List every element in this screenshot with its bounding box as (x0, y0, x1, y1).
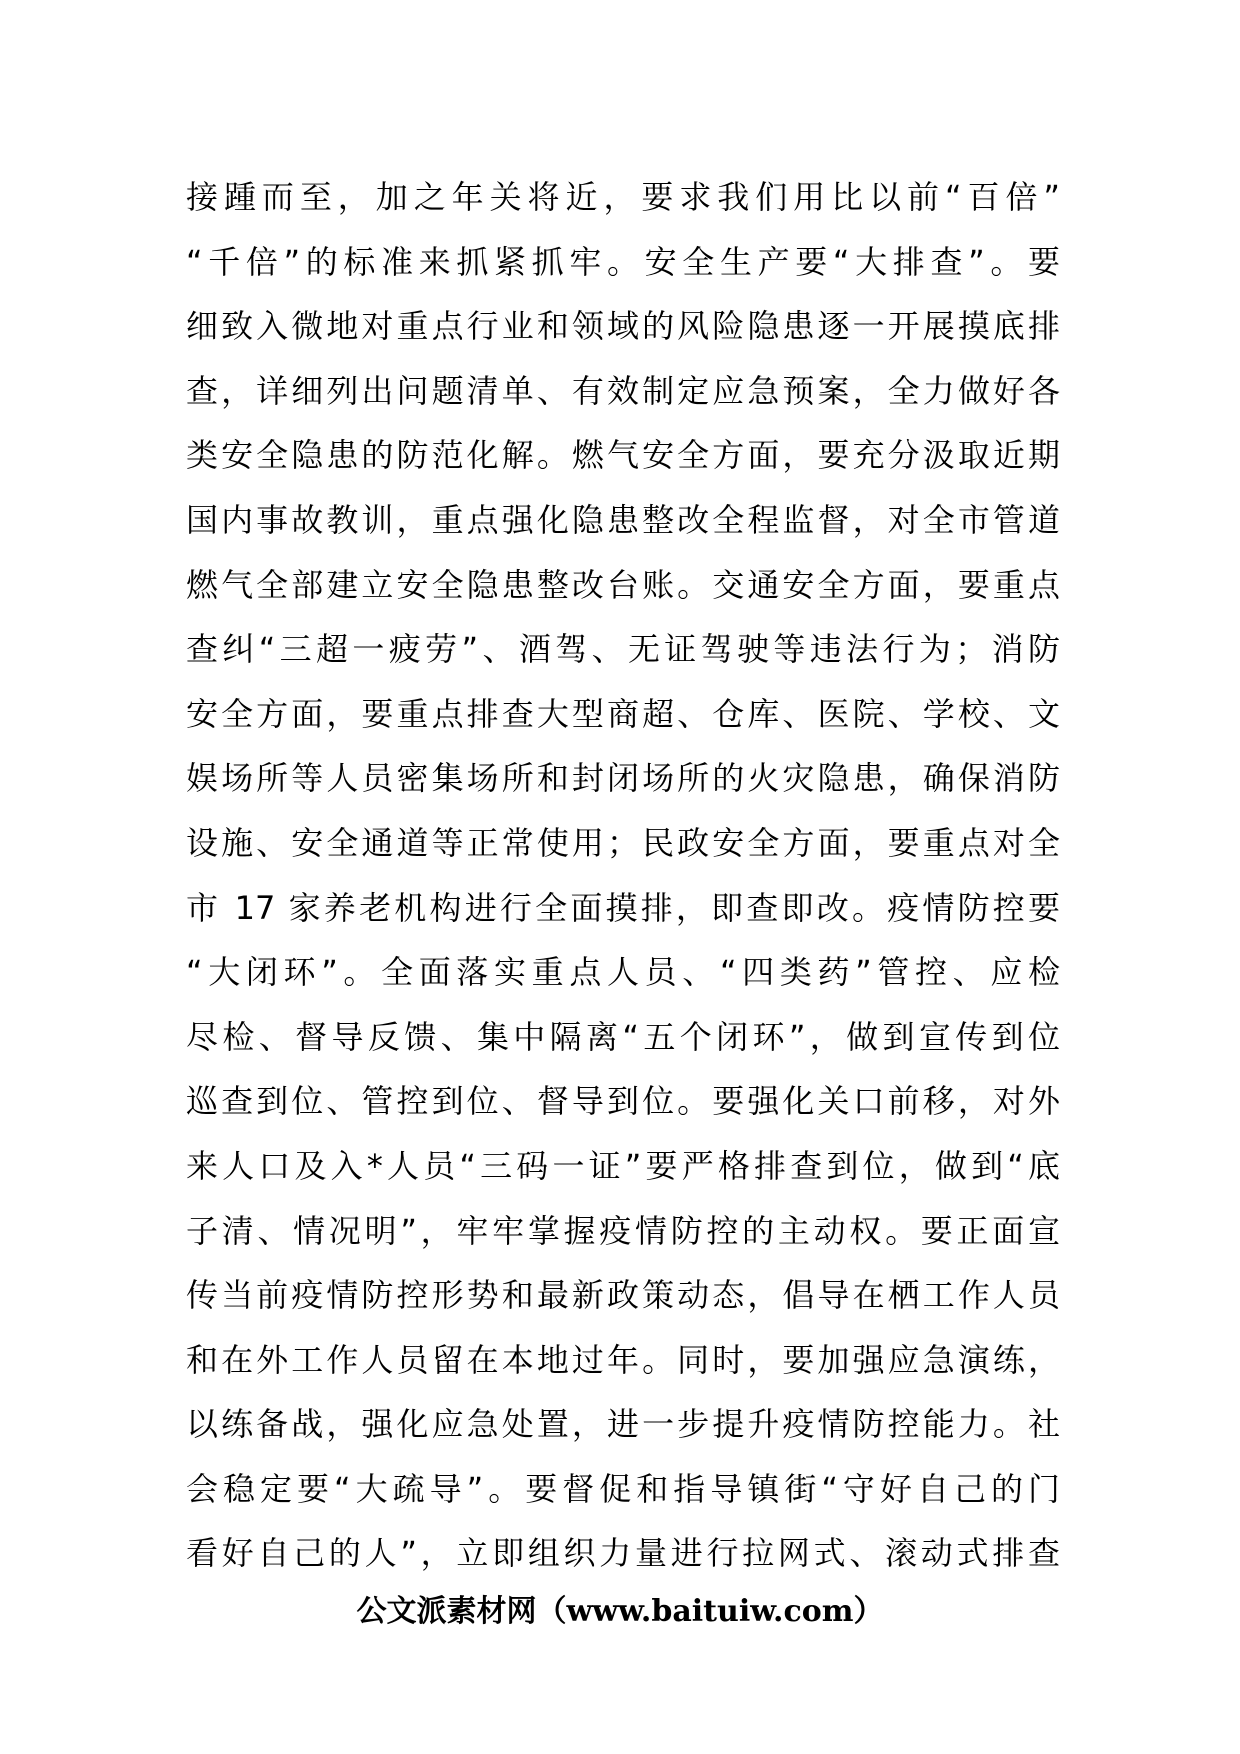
body-line-22: 看好自己的人”，立即组织力量进行拉网式、滚动式排查 (186, 1534, 1060, 1573)
body-line-10: 娱场所等人员密集场所和封闭场所的火灾隐患，确保消防 (186, 759, 1060, 798)
body-line-6: 国内事故教训，重点强化隐患整改全程监督，对全市管道 (186, 500, 1060, 539)
body-line-9: 安全方面，要重点排查大型商超、仓库、医院、学校、文 (186, 694, 1060, 733)
document-body (186, 165, 1060, 1586)
body-line-12: 市 17 家养老机构进行全面摸排，即查即改。疫情防控要 (186, 888, 1060, 927)
body-line-11: 设施、安全通道等正常使用；民政安全方面，要重点对全 (186, 823, 1060, 862)
body-line-18: 传当前疫情防控形势和最新政策动态，倡导在栖工作人员 (186, 1276, 1060, 1315)
body-line-14: 尽检、督导反馈、集中隔离“五个闭环”，做到宣传到位 (186, 1017, 1060, 1056)
body-line-7: 燃气全部建立安全隐患整改台账。交通安全方面，要重点 (186, 565, 1060, 604)
body-line-5: 类安全隐患的防范化解。燃气安全方面，要充分汲取近期 (186, 436, 1060, 475)
body-line-19: 和在外工作人员留在本地过年。同时，要加强应急演练， (186, 1340, 1060, 1379)
body-line-1: 接踵而至，加之年关将近，要求我们用比以前“百倍” (186, 178, 1060, 216)
body-line-21: 会稳定要“大疏导”。要督促和指导镇街“守好自己的门 (186, 1469, 1060, 1508)
body-line-8: 查纠“三超一疲劳”、酒驾、无证驾驶等违法行为；消防 (186, 630, 1060, 669)
body-line-4: 查，详细列出问题清单、有效制定应急预案，全力做好各 (186, 371, 1060, 410)
body-line-3: 细致入微地对重点行业和领域的风险隐患逐一开展摸底排 (186, 307, 1060, 346)
body-line-2: “千倍”的标准来抓紧抓牢。安全生产要“大排查”。要 (186, 242, 1060, 281)
body-line-20: 以练备战，强化应急处置，进一步提升疫情防控能力。社 (186, 1405, 1060, 1444)
body-line-17: 子清、情况明”，牢牢掌握疫情防控的主动权。要正面宣 (186, 1211, 1060, 1250)
body-line-13: “大闭环”。全面落实重点人员、“四类药”管控、应检 (186, 953, 1060, 992)
page-footer: 公文派素材网（www.baituiw.com） (356, 1594, 884, 1629)
body-line-15: 巡查到位、管控到位、督导到位。要强化关口前移，对外 (186, 1082, 1060, 1121)
body-line-16: 来人口及入*人员“三码一证”要严格排查到位，做到“底 (186, 1146, 1060, 1185)
